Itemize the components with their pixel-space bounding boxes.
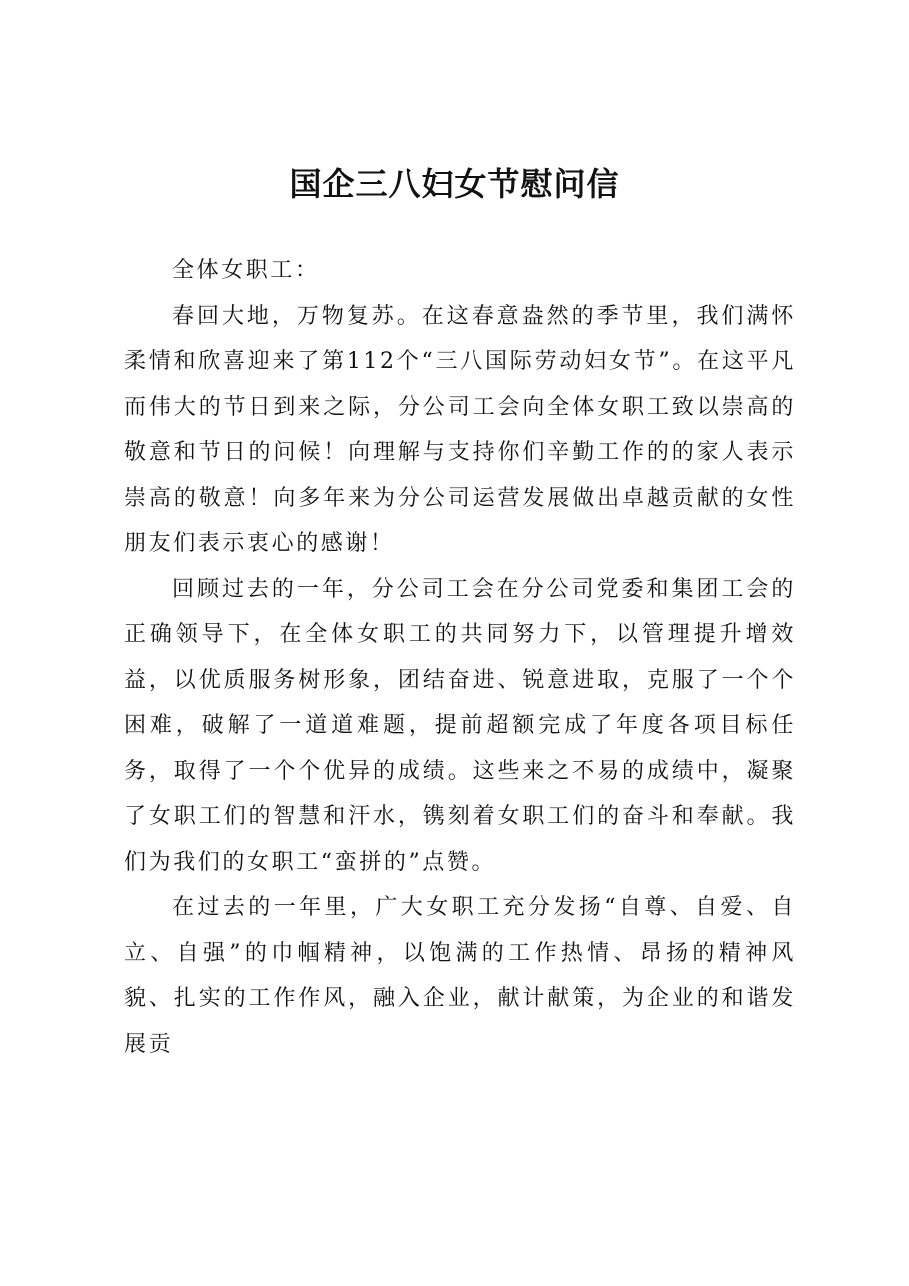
document-title: 国企三八妇女节慰问信 [289, 165, 620, 203]
paragraph-greeting: 春回大地，万物复苏。在这春意盎然的季节里，我们满怀柔情和欣喜迎来了第112个“三八国际劳动妇女节”。在这平凡而伟大的节日到来之际，分公司工会向全体女职工致以崇高的敬意和节日的问候！向理解与支持你们辛勤工作的的家人表示崇高的敬意！向多年来为分公司运营发展做出卓越贡献的女性朋友们表示衷心的感谢！ [124, 303, 796, 556]
paragraph-review: 回顾过去的一年，分公司工会在分公司党委和集团工会的正确领导下，在全体女职工的共同努力下，以管理提升增效益，以优质服务树形象，团结奋进、锐意进取，克服了一个个困难，破解了一道道难题，提前超额完成了年度各项目标任务，取得了一个个优异的成绩。这些来之不易的成绩中，凝聚了女职工们的智慧和汗水，镌刻着女职工们的奋斗和奉献。我们为我们的女职工“蛮拼的”点赞。 [124, 576, 796, 875]
letter-body [124, 248, 796, 1067]
salutation: 全体女职工： [172, 258, 320, 283]
paragraph-contribution: 在过去的一年里，广大女职工充分发扬“自尊、自爱、自立、自强”的巾帼精神，以饱满的工作热情、昂扬的精神风貌、扎实的工作作风，融入企业，献计献策，为企业的和谐发展贡 [124, 895, 796, 1057]
